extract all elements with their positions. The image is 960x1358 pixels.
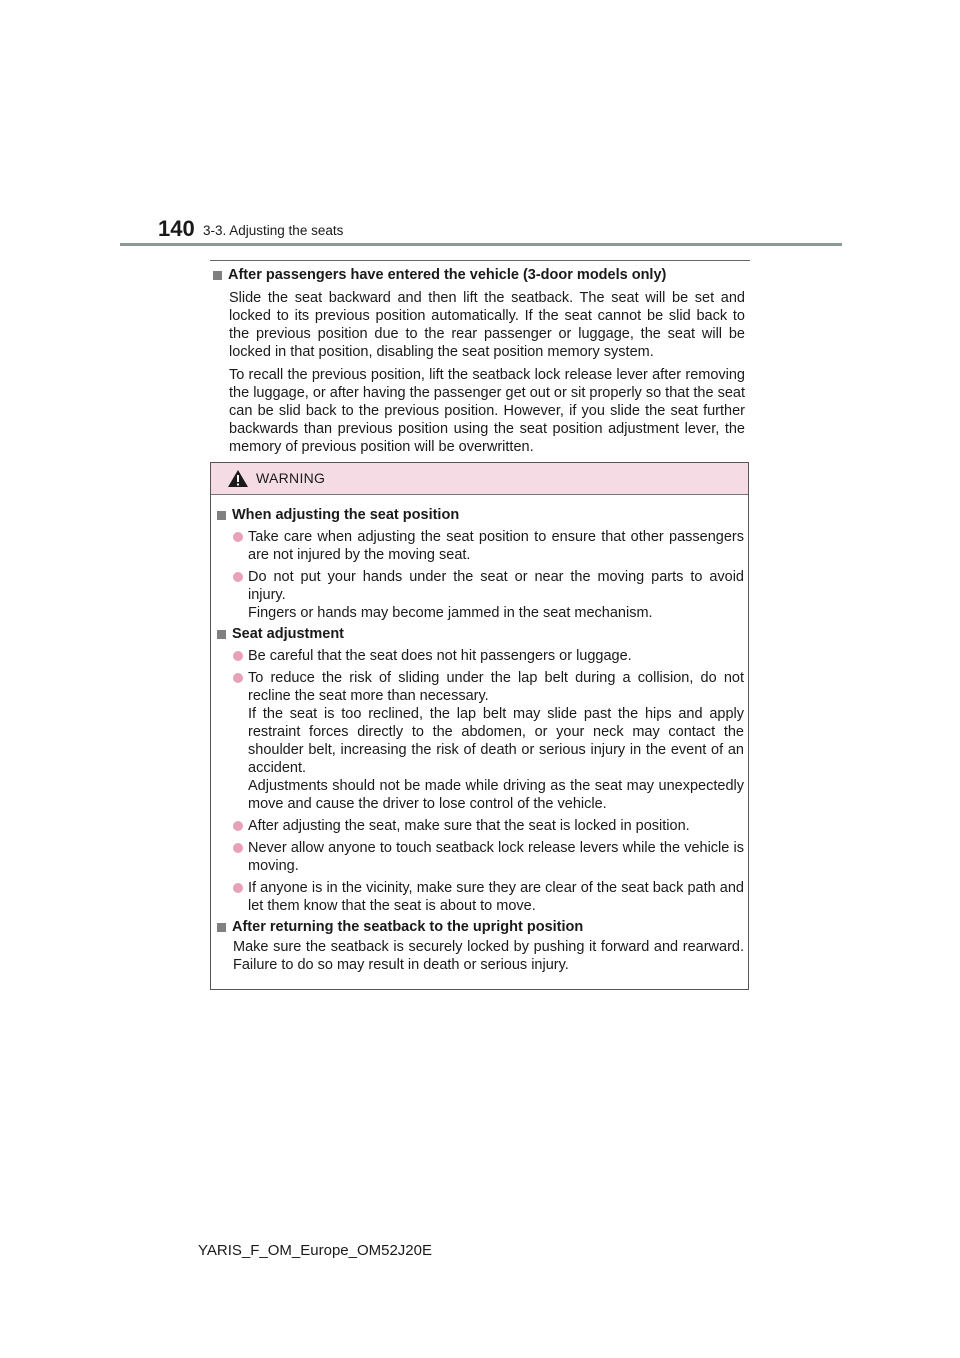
warning-body (216, 506, 744, 974)
list-item: Do not put your hands under the seat or near the moving parts to avoid injury. Fingers or hands may become jammed in the seat mechanism. (233, 568, 744, 622)
header-rule (120, 243, 842, 246)
list-item: Be careful that the seat does not hit passengers or luggage. (233, 647, 744, 665)
round-bullet-icon (233, 532, 243, 542)
warning-heading: After returning the seatback to the upright position (216, 918, 744, 936)
list-item: If anyone is in the vicinity, make sure they are clear of the seat back path and let them know that the seat is about to move. (233, 879, 744, 915)
list-item: Take care when adjusting the seat position to ensure that other passengers are not injured by the moving seat. (233, 528, 744, 564)
round-bullet-icon (233, 673, 243, 683)
round-bullet-icon (233, 843, 243, 853)
page-number: 140 (158, 216, 195, 241)
warning-label: WARNING (256, 470, 326, 486)
intro-paragraph: Slide the seat backward and then lift the seatback. The seat will be set and locked to its previous position automatically. If the seat cannot be slid back to the previous position due to the rear passenger or luggage, the seat will be locked in that position, disabling the seat position memory system. (229, 290, 745, 360)
warning-box (210, 462, 749, 990)
section-title: 3-3. Adjusting the seats (203, 223, 344, 238)
warning-paragraph: Make sure the seatback is securely locked by pushing it forward and rearward. Failure to do so may result in death or serious injury. (233, 939, 744, 973)
intro-section (212, 266, 745, 456)
square-bullet-icon (217, 630, 226, 639)
list-item: To reduce the risk of sliding under the lap belt during a collision, do not recline the seat more than necessary. If the seat is too reclined, the lap belt may slide past the hips and apply restraint forces directly to the abdomen, or your neck may contact the shoulder belt, increasing the risk of death or serious injury in the event of an accident. Adjustments should not be made while driving as the seat may unexpectedly move and cause the driver to lose control of the vehicle. (233, 669, 744, 813)
document-id: YARIS_F_OM_Europe_OM52J20E (198, 1242, 433, 1259)
square-bullet-icon (217, 511, 226, 520)
warning-heading: When adjusting the seat position (216, 506, 744, 524)
intro-heading: After passengers have entered the vehicle (3-door models only) (212, 266, 745, 284)
list-item: After adjusting the seat, make sure that the seat is locked in position. (233, 817, 744, 835)
square-bullet-icon (213, 271, 222, 280)
round-bullet-icon (233, 572, 243, 582)
intro-paragraph: To recall the previous position, lift the seatback lock release lever after removing the luggage, or after having the passenger get out or sit properly so that the seat can be slid back to the previous position. However, if you slide the seat further backwards than previous position using the seat position adjustment lever, the memory of previous position will be overwritten. (229, 367, 745, 455)
warning-heading: Seat adjustment (216, 625, 744, 643)
round-bullet-icon (233, 821, 243, 831)
content-top-rule (210, 260, 750, 261)
list-item: Never allow anyone to touch seatback lock release levers while the vehicle is moving. (233, 839, 744, 875)
square-bullet-icon (217, 923, 226, 932)
round-bullet-icon (233, 883, 243, 893)
warning-triangle-icon (227, 469, 249, 488)
round-bullet-icon (233, 651, 243, 661)
warning-header (211, 463, 748, 495)
